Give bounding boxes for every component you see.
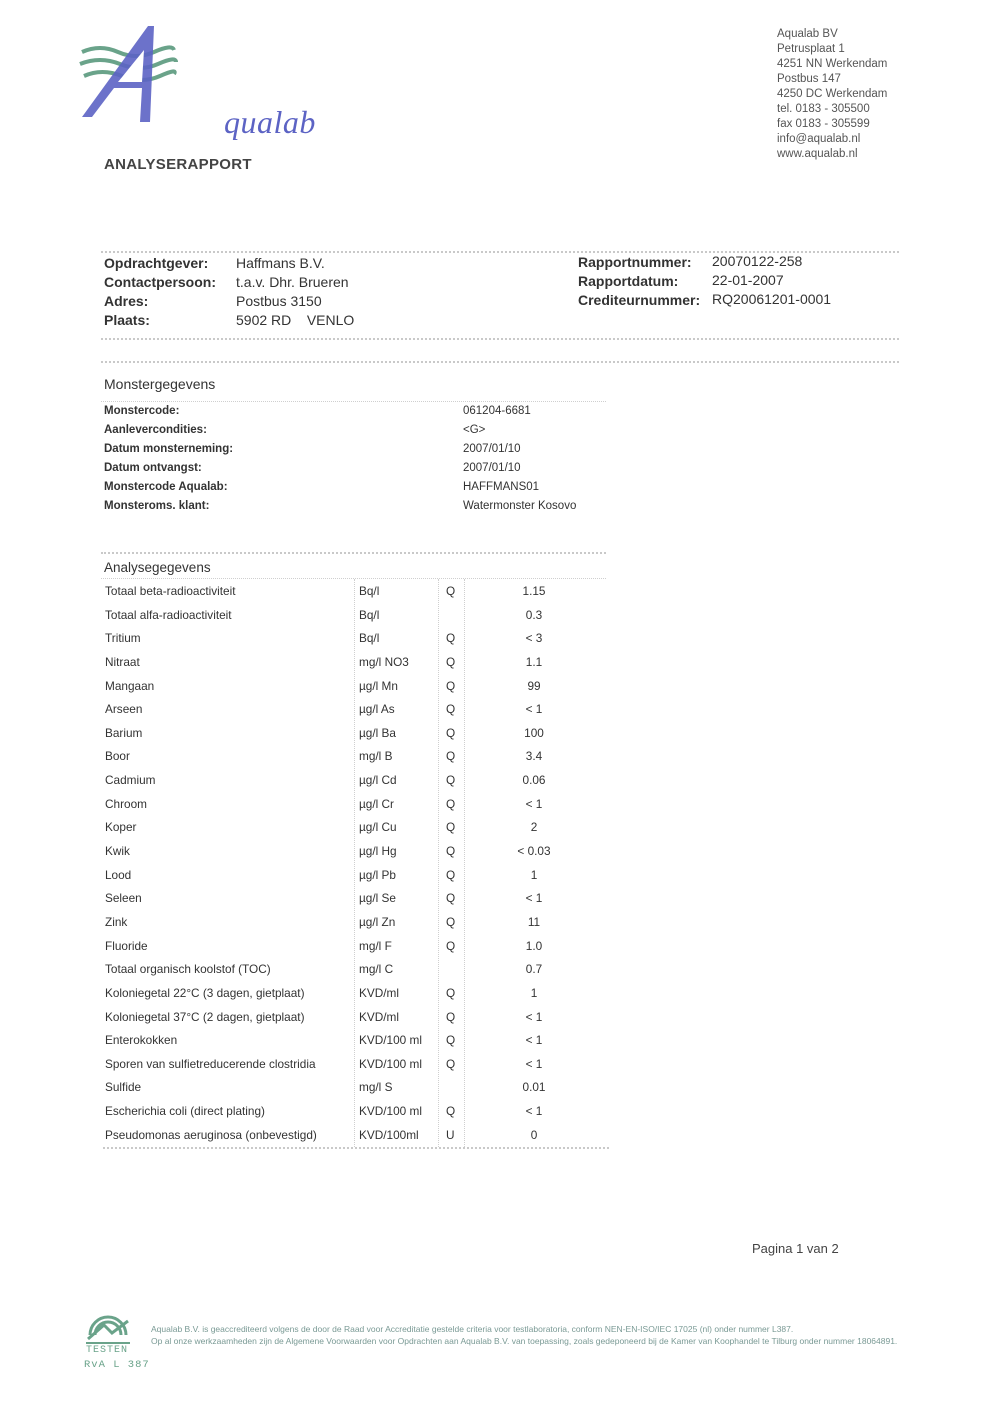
qualifier: Q (446, 938, 456, 953)
analysis-row (104, 1005, 609, 1029)
qualifier: Q (446, 1009, 456, 1024)
qualifier: Q (446, 654, 456, 669)
parameter-unit: KVD/100 ml (359, 1056, 422, 1071)
qualifier: Q (446, 796, 456, 811)
sample-label: Datum monsterneming: (104, 443, 234, 455)
client-label: Contactpersoon: (104, 274, 216, 290)
report-values (712, 252, 831, 309)
qualifier: Q (446, 678, 456, 693)
parameter-name: Zink (105, 914, 128, 929)
analysis-row (104, 910, 609, 934)
report-row (578, 272, 700, 291)
result-value: < 1 (525, 702, 543, 717)
badge-number: RvA L 387 (84, 1359, 150, 1371)
analysis-row (104, 957, 609, 981)
analysis-row (104, 768, 609, 792)
parameter-name: Koloniegetal 37°C (2 dagen, gietplaat) (105, 1009, 305, 1024)
result-value: 1.15 (522, 584, 546, 598)
sample-value: Watermonster Kosovo (463, 500, 577, 512)
accreditation-footer (151, 1323, 926, 1347)
aqualab-logo (78, 22, 316, 140)
parameter-unit: Bq/l (359, 584, 380, 598)
parameter-name: Cadmium (105, 773, 156, 788)
result-value: 11 (527, 914, 541, 929)
divider (101, 338, 899, 340)
parameter-unit: Bq/l (359, 631, 380, 646)
qualifier: Q (446, 844, 456, 859)
qualifier: Q (446, 820, 456, 835)
result-value: < 3 (525, 631, 543, 646)
parameter-name: Tritium (105, 631, 141, 646)
qualifier: Q (446, 631, 456, 646)
divider (101, 552, 606, 554)
parameter-name: Sulfide (105, 1080, 142, 1095)
parameter-unit: mg/l NO3 (359, 654, 409, 669)
footer-line: Op al onze werkzaamheden zijn de Algemene Voorwaarden voor Opdrachten aan Aqualab B.V. van toepassing, zoals gedeponeerd bij de Kamer van Koophandel te Tilburg onder nummer 18064891. (151, 1336, 898, 1346)
parameter-name: Enterokokken (105, 1033, 178, 1048)
parameter-name: Escherichia coli (direct plating) (105, 1104, 265, 1119)
analysis-row (104, 697, 609, 721)
parameter-unit: KVD/ml (359, 1009, 399, 1024)
result-value: < 1 (525, 796, 543, 811)
parameter-unit: KVD/ml (359, 985, 399, 1000)
parameter-unit: mg/l S (359, 1080, 393, 1095)
analysis-row (104, 863, 609, 887)
client-row (104, 254, 216, 273)
qualifier: Q (446, 985, 456, 1000)
result-value: 1.1 (525, 654, 543, 669)
sample-value: 061204-6681 (463, 405, 531, 417)
parameter-unit: µg/l Cu (359, 820, 397, 835)
client-value: t.a.v. Dhr. Brueren (236, 274, 349, 290)
qualifier: Q (446, 702, 456, 717)
parameter-name: Koper (105, 820, 137, 835)
parameter-unit: µg/l Mn (359, 678, 398, 693)
parameter-unit: µg/l Hg (359, 844, 397, 859)
sample-row (104, 497, 233, 516)
parameter-unit: mg/l B (359, 749, 393, 764)
creditor-number: RQ20061201-0001 (712, 291, 832, 307)
parameter-name: Sporen van sulfietreducerende clostridia (105, 1056, 316, 1071)
parameter-unit: µg/l Ba (359, 725, 396, 740)
report-label: Rapportnummer: (578, 254, 692, 270)
analysis-row (104, 674, 609, 698)
analysis-section-title: Analysegegevens (104, 560, 211, 575)
parameter-name: Fluoride (105, 938, 148, 953)
qualifier: Q (446, 867, 456, 882)
parameter-name: Totaal organisch koolstof (TOC) (105, 962, 271, 977)
sample-value: 2007/01/10 (463, 443, 521, 455)
result-value: 3.4 (525, 749, 543, 764)
qualifier: Q (446, 1056, 456, 1071)
report-label: Rapportdatum: (578, 273, 679, 289)
company-line: 4251 NN Werkendam (777, 58, 888, 70)
parameter-unit: µg/l Cr (359, 796, 394, 811)
result-value: 0.01 (522, 1080, 546, 1095)
parameter-name: Nitraat (105, 654, 140, 669)
report-row (578, 291, 700, 310)
qualifier: Q (446, 749, 456, 764)
client-label: Opdrachtgever: (104, 255, 209, 271)
analysis-row (104, 1028, 609, 1052)
parameter-unit: Bq/l (359, 607, 380, 622)
parameter-unit: µg/l Pb (359, 867, 396, 882)
qualifier: Q (446, 914, 456, 929)
document-title: ANALYSERAPPORT (104, 156, 252, 173)
parameter-unit: µg/l As (359, 702, 395, 717)
qualifier: Q (446, 1033, 456, 1048)
parameter-name: Arseen (105, 702, 143, 717)
rva-accreditation-badge (82, 1305, 150, 1377)
client-value: Haffmans B.V. (236, 255, 325, 271)
analysis-row (104, 603, 609, 627)
result-value: 2 (530, 820, 538, 835)
parameter-name: Mangaan (105, 678, 155, 693)
parameter-unit: KVD/100ml (359, 1127, 419, 1142)
parameter-name: Totaal beta-radioactiviteit (105, 584, 236, 598)
analysis-row (104, 744, 609, 768)
analysis-table (104, 579, 609, 1146)
parameter-unit: µg/l Cd (359, 773, 397, 788)
qualifier: Q (446, 773, 456, 788)
sample-label: Monstercode: (104, 405, 180, 417)
sample-value: HAFFMANS01 (463, 481, 540, 493)
report-row (578, 253, 700, 272)
divider (103, 1147, 609, 1149)
result-value: 1 (530, 867, 538, 882)
client-row (104, 292, 216, 311)
parameter-name: Boor (105, 749, 130, 764)
result-value: 1 (530, 985, 538, 1000)
client-info (104, 254, 216, 330)
report-date: 22-01-2007 (712, 272, 784, 288)
company-line: tel. 0183 - 305500 (777, 103, 870, 115)
parameter-name: Pseudomonas aeruginosa (onbevestigd) (105, 1127, 317, 1142)
analysis-row (104, 1052, 609, 1076)
sample-section-title: Monstergegevens (104, 376, 216, 392)
parameter-unit: KVD/100 ml (359, 1104, 422, 1119)
analysis-row (104, 650, 609, 674)
analysis-row (104, 934, 609, 958)
parameter-name: Seleen (105, 891, 142, 906)
report-info (578, 253, 700, 310)
parameter-unit: µg/l Se (359, 891, 396, 906)
badge-label: TESTEN (86, 1345, 129, 1356)
parameter-unit: KVD/100 ml (359, 1033, 422, 1048)
company-line: Petrusplaat 1 (777, 43, 845, 55)
sample-row (104, 478, 233, 497)
parameter-name: Chroom (105, 796, 147, 811)
result-value: 100 (524, 725, 544, 740)
result-value: < 1 (525, 1009, 543, 1024)
footer-line: Aqualab B.V. is geaccrediteerd volgens de door de Raad voor Accreditatie gestelde criteria voor testlaboratoria, conform NEN-EN-ISO/IEC 17025 (nl) onder nummer L387. (151, 1324, 794, 1334)
analysis-row (104, 721, 609, 745)
qualifier: Q (446, 891, 456, 906)
analysis-row (104, 1099, 609, 1123)
result-value: 0.06 (522, 773, 546, 788)
parameter-name: Barium (105, 725, 143, 740)
result-value: < 1 (525, 1104, 543, 1119)
client-value: 5902 RD VENLO (236, 312, 355, 328)
parameter-name: Lood (105, 867, 132, 882)
analysis-row (104, 1075, 609, 1099)
client-values (236, 254, 354, 330)
company-line: 4250 DC Werkendam (777, 88, 888, 100)
sample-value: <G> (463, 424, 486, 436)
client-value: Postbus 3150 (236, 293, 322, 309)
qualifier: Q (446, 725, 456, 740)
analysis-row (104, 815, 609, 839)
sample-row (104, 421, 233, 440)
analysis-row (104, 792, 609, 816)
analysis-row (104, 626, 609, 650)
sample-label: Monstercode Aqualab: (104, 481, 228, 493)
parameter-unit: mg/l F (359, 938, 392, 953)
parameter-unit: µg/l Zn (359, 914, 396, 929)
analysis-row (104, 886, 609, 910)
page-number: Pagina 1 van 2 (752, 1241, 839, 1256)
client-row (104, 311, 216, 330)
qualifier: Q (446, 584, 456, 598)
result-value: 0.7 (525, 962, 543, 977)
result-value: < 0.03 (517, 844, 551, 859)
result-value: 0 (530, 1127, 538, 1142)
result-value: 99 (527, 678, 541, 693)
analysis-row (104, 1123, 609, 1147)
result-value: < 1 (525, 1033, 543, 1048)
report-label: Crediteurnummer: (578, 292, 701, 308)
sample-label: Datum ontvangst: (104, 462, 202, 474)
result-value: < 1 (525, 1056, 543, 1071)
sample-value: 2007/01/10 (463, 462, 521, 474)
result-value: < 1 (525, 891, 543, 906)
sample-labels (104, 402, 233, 516)
qualifier: U (446, 1127, 455, 1142)
sample-row (104, 459, 233, 478)
result-value: 1.0 (525, 938, 543, 953)
company-website-link[interactable]: www.aqualab.nl (777, 148, 858, 160)
company-address-block (777, 27, 887, 162)
client-label: Adres: (104, 293, 149, 309)
sample-row (104, 440, 233, 459)
parameter-unit: mg/l C (359, 962, 394, 977)
parameter-name: Koloniegetal 22°C (3 dagen, gietplaat) (105, 985, 305, 1000)
company-line: fax 0183 - 305599 (777, 118, 870, 130)
company-email-link[interactable]: info@aqualab.nl (777, 133, 861, 145)
qualifier: Q (446, 1104, 456, 1119)
sample-row (104, 402, 233, 421)
result-value: 0.3 (525, 607, 543, 622)
client-row (104, 273, 216, 292)
company-line: Aqualab BV (777, 28, 838, 40)
sample-values (463, 402, 576, 516)
analysis-row (104, 839, 609, 863)
parameter-name: Totaal alfa-radioactiviteit (105, 607, 232, 622)
sample-label: Monsteroms. klant: (104, 500, 210, 512)
analysis-row (104, 981, 609, 1005)
report-number: 20070122-258 (712, 253, 803, 269)
client-label: Plaats: (104, 312, 150, 328)
sample-label: Aanlevercondities: (104, 424, 207, 436)
parameter-name: Kwik (105, 844, 130, 859)
analysis-row (104, 579, 609, 603)
divider (101, 361, 899, 363)
logo-wordmark: qualab (224, 104, 316, 140)
company-line: Postbus 147 (777, 73, 841, 85)
